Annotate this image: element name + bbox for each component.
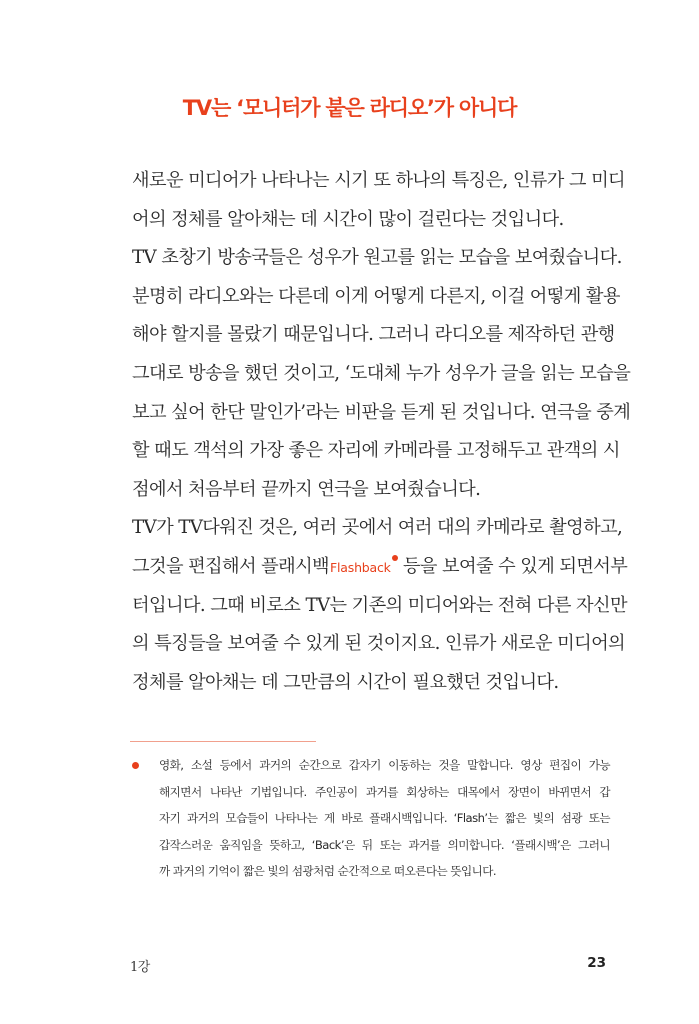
paragraph-3 [132, 509, 628, 702]
body-line: TV가 TV다워진 것은, 여러 곳에서 여러 대의 카메라로 촬영하고, [132, 517, 623, 539]
footnote-line: 자기 과거의 모습들이 나타나는 게 바로 플래시백입니다. ‘Flash’는 짧은 빛의 섬광 또는 [159, 811, 610, 825]
body-line-with-gloss [132, 548, 628, 587]
footnote-line: 갑작스러운 움직임을 뜻하고, ‘Back’은 뒤 또는 과거를 의미합니다. ‘플래시백’은 그러니 [159, 837, 610, 852]
body-line: 정체를 알아채는 데 그만큼의 시간이 필요했던 것입니다. [132, 671, 559, 693]
footnote-divider [130, 741, 316, 742]
body-line: 의 특징들을 보여줄 수 있게 된 것이지요. 인류가 새로운 미디어의 [132, 633, 626, 655]
body-line: TV 초창기 방송국들은 성우가 원고를 읽는 모습을 보여줬습니다. [132, 247, 622, 269]
body-line: 점에서 처음부터 끝까지 연극을 보여줬습니다. [132, 478, 481, 500]
footnote-line: 영화, 소설 등에서 과거의 순간으로 갑자기 이동하는 것을 말합니다. 영상 편집이 가능 [159, 758, 610, 772]
body-line: 할 때도 객석의 가장 좋은 자리에 카메라를 고정해두고 관객의 시 [132, 440, 620, 462]
footnote-body [159, 752, 610, 885]
body-line: 어의 정체를 알아채는 데 시간이 많이 걸린다는 것입니다. [132, 208, 564, 230]
page-number: 23 [587, 955, 606, 971]
body-line: 새로운 미디어가 나타나는 시기 또 하나의 특징은, 인류가 그 미디 [132, 170, 626, 191]
body-line: 보고 싶어 한단 말인가’라는 비판을 듣게 된 것입니다. 연극을 중계 [132, 401, 631, 423]
body-text [132, 162, 631, 702]
body-line: 해야 할지를 몰랐기 때문입니다. 그러니 라디오를 제작하던 관행 [132, 324, 615, 346]
footnote-bullet-icon [132, 762, 139, 769]
body-line: 분명히 라디오와는 다른데 이게 어떻게 다른지, 이걸 어떻게 활용 [132, 285, 620, 307]
body-text-segment: 등을 보여줄 수 있게 되면서부 [397, 555, 628, 577]
body-line: 그대로 방송을 했던 것이고, ‘도대체 누가 성우가 글을 읽는 모습을 [132, 362, 631, 384]
gloss-term: Flashback [330, 559, 391, 575]
body-text-segment: 그것을 편집해서 플래시백 [132, 555, 330, 577]
footnote-reference-marker[interactable] [392, 555, 398, 561]
section-title: TV는 ‘모니터가 붙은 라디오’가 아니다 [182, 96, 517, 120]
footnote-line: 까 과거의 기억이 짧은 빛의 섬광처럼 순간적으로 떠오른다는 뜻입니다. [159, 864, 497, 878]
paragraph-1 [132, 162, 626, 239]
chapter-label: 1강 [130, 960, 150, 975]
paragraph-2 [132, 239, 631, 509]
footnote-line: 해지면서 나타난 기법입니다. 주인공이 과거를 회상하는 대목에서 장면이 바뀌면서 갑 [159, 784, 610, 799]
body-line: 터입니다. 그때 비로소 TV는 기존의 미디어와는 전혀 다른 자신만 [132, 594, 627, 616]
